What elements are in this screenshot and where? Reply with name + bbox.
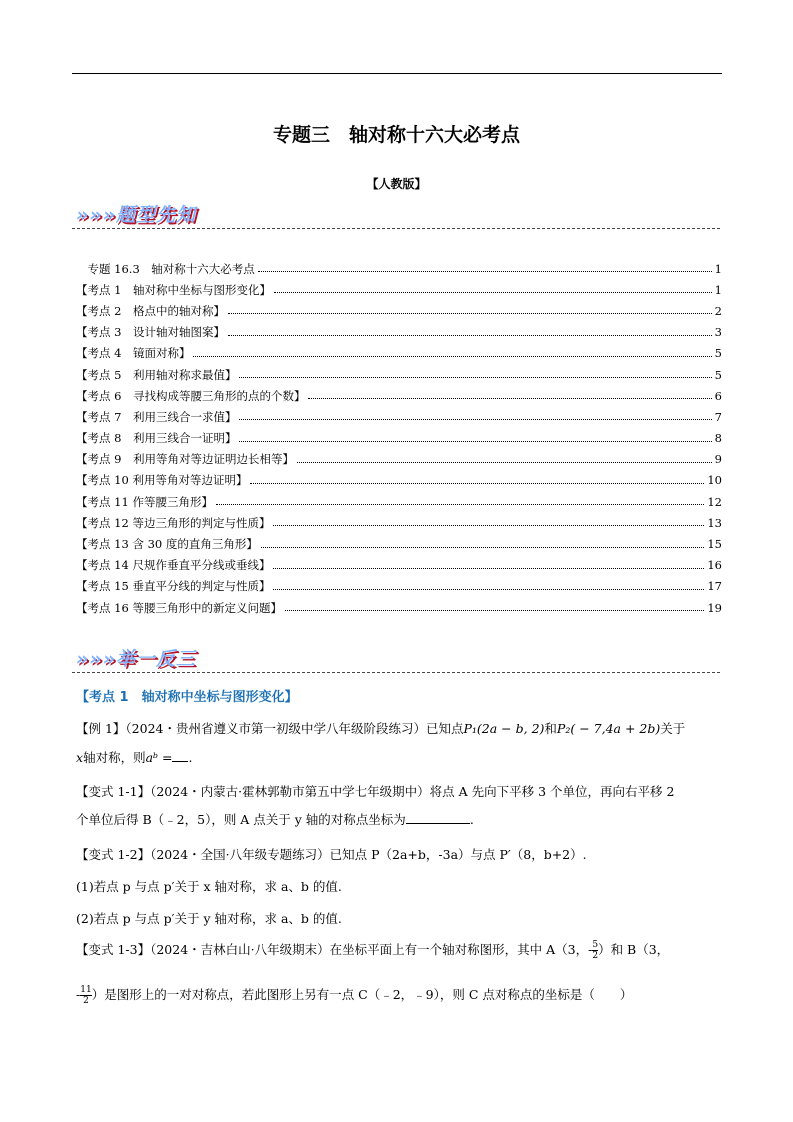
toc-page: 16 bbox=[707, 558, 722, 573]
toc-label: 【考点 2 格点中的轴对称】 bbox=[76, 303, 225, 318]
toc-entry[interactable] bbox=[76, 533, 722, 554]
fraction: $\frac{11}{2}$ bbox=[80, 985, 92, 1006]
example-1-line2 bbox=[76, 748, 726, 766]
variant-1-3 bbox=[76, 940, 726, 961]
variant-1-3-line2 bbox=[76, 985, 726, 1006]
table-of-contents bbox=[76, 258, 722, 618]
toc-label: 【考点 14 尺规作垂直平分线或垂线】 bbox=[76, 558, 271, 573]
fraction: $\frac{5}{2}$ bbox=[592, 940, 599, 961]
toc-page: 3 bbox=[714, 325, 722, 340]
toc-entry[interactable] bbox=[76, 300, 722, 321]
banner-preview: »»»题型先知 bbox=[76, 204, 197, 226]
toc-entry[interactable] bbox=[76, 597, 722, 618]
math: P₂( − 7,4a + 2b) bbox=[556, 721, 661, 736]
toc-label: 专题 16.3 轴对称十六大必考点 bbox=[76, 261, 255, 276]
answer-blank[interactable] bbox=[406, 823, 470, 824]
math: x bbox=[76, 750, 84, 765]
toc-label: 【考点 3 设计轴对轴图案】 bbox=[76, 325, 225, 340]
header-rule bbox=[72, 73, 722, 74]
answer-blank[interactable] bbox=[172, 761, 188, 762]
edition-label: 【人教版】 bbox=[366, 177, 427, 191]
text: 【例 1】（2024・贵州省遵义市第一初级中学八年级阶段练习）已知点 bbox=[76, 721, 464, 736]
toc-page: 12 bbox=[707, 494, 722, 509]
toc-entry[interactable] bbox=[76, 428, 722, 449]
toc-label: 【考点 10 利用等角对等边证明】 bbox=[76, 473, 248, 488]
toc-entry[interactable] bbox=[76, 364, 722, 385]
text: . bbox=[469, 812, 474, 827]
toc-page: 7 bbox=[714, 409, 722, 424]
toc-leader bbox=[273, 525, 704, 526]
page-title: 专题三 轴对称十六大必考点 bbox=[272, 124, 520, 146]
text: 【变式 1-3】（2024・吉林白山·八年级期末）在坐标平面上有一个轴对称图形，其中 A（3，- bbox=[76, 942, 593, 957]
text: ）和 B（3， bbox=[598, 942, 670, 957]
toc-entry[interactable] bbox=[76, 555, 722, 576]
toc-leader bbox=[308, 398, 711, 399]
banner-examples: »»»举一反三 bbox=[76, 648, 197, 670]
toc-label: 【考点 5 利用轴对称求最值】 bbox=[76, 367, 237, 382]
text: 个单位后得 B（﹣2，5），则 A 点关于 y 轴的对称点坐标为 bbox=[76, 812, 406, 827]
toc-page: 9 bbox=[714, 452, 722, 467]
toc-entry[interactable] bbox=[76, 449, 722, 470]
toc-page: 5 bbox=[714, 367, 722, 382]
text: 关于 bbox=[660, 721, 686, 736]
toc-label: 【考点 15 垂直平分线的判定与性质】 bbox=[76, 579, 271, 594]
toc-entry[interactable] bbox=[76, 576, 722, 597]
toc-entry[interactable] bbox=[76, 279, 722, 300]
toc-page: 17 bbox=[707, 579, 722, 594]
divider bbox=[72, 228, 720, 229]
toc-label: 【考点 12 等边三角形的判定与性质】 bbox=[76, 515, 271, 530]
toc-label: 【考点 16 等腰三角形中的新定义问题】 bbox=[76, 600, 282, 615]
variant-1-2: 【变式 1-2】（2024・全国·八年级专题练习）已知点 P（2a+b，-3a）与点 P′（8，b+2）. bbox=[76, 847, 587, 862]
toc-leader bbox=[239, 419, 711, 420]
text: 和 bbox=[544, 721, 557, 736]
toc-page: 6 bbox=[714, 388, 722, 403]
toc-page: 15 bbox=[707, 537, 722, 552]
toc-entry[interactable] bbox=[76, 491, 722, 512]
toc-entry[interactable] bbox=[76, 343, 722, 364]
toc-page: 10 bbox=[707, 473, 722, 488]
toc-leader bbox=[261, 547, 704, 548]
toc-leader bbox=[193, 356, 711, 357]
toc-leader bbox=[285, 610, 704, 611]
toc-leader bbox=[228, 313, 712, 314]
text: . bbox=[188, 750, 193, 765]
text: 轴对称，则 bbox=[83, 750, 146, 765]
toc-page: 2 bbox=[714, 303, 722, 318]
toc-entry[interactable] bbox=[76, 385, 722, 406]
toc-label: 【考点 8 利用三线合一证明】 bbox=[76, 431, 237, 446]
toc-entry[interactable] bbox=[76, 322, 722, 343]
toc-label: 【考点 7 利用三线合一求值】 bbox=[76, 409, 237, 424]
question-1: (1)若点 p 与点 p′关于 x 轴对称，求 a、b 的值. bbox=[76, 879, 342, 894]
toc-page: 19 bbox=[707, 600, 722, 615]
toc-page: 1 bbox=[714, 261, 722, 276]
toc-page: 8 bbox=[714, 431, 722, 446]
toc-leader bbox=[216, 504, 704, 505]
toc-entry[interactable] bbox=[76, 406, 722, 427]
text: ）是图形上的一对对称点，若此图形上另有一点 C（﹣2，﹣9），则 C 点对称点的坐标是（ ） bbox=[91, 987, 633, 1002]
toc-label: 【考点 4 镜面对称】 bbox=[76, 346, 191, 361]
toc-label: 【考点 13 含 30 度的直角三角形】 bbox=[76, 537, 258, 552]
toc-leader bbox=[239, 441, 711, 442]
toc-leader bbox=[239, 377, 711, 378]
toc-label: 【考点 6 寻找构成等腰三角形的点的个数】 bbox=[76, 388, 306, 403]
variant-1-1-line2 bbox=[76, 810, 726, 828]
section-heading: 【考点 1 轴对称中坐标与图形变化】 bbox=[76, 690, 298, 705]
divider bbox=[72, 672, 720, 673]
math: P₁(2a − b, 2) bbox=[463, 721, 545, 736]
text: - bbox=[76, 987, 81, 1002]
toc-leader bbox=[274, 292, 712, 293]
toc-entry[interactable] bbox=[76, 470, 722, 491]
variant-1-1: 【变式 1-1】（2024・内蒙古·霍林郭勒市第五中学七年级期中）将点 A 先向下平移 3 个单位，再向右平移 2 bbox=[76, 784, 675, 799]
toc-leader bbox=[228, 335, 712, 336]
toc-entry[interactable] bbox=[76, 512, 722, 533]
question-2: (2)若点 p 与点 p′关于 y 轴对称，求 a、b 的值. bbox=[76, 911, 342, 926]
toc-page: 5 bbox=[714, 346, 722, 361]
toc-leader bbox=[273, 589, 704, 590]
toc-page: 13 bbox=[707, 515, 722, 530]
toc-leader bbox=[273, 568, 704, 569]
toc-label: 【考点 11 作等腰三角形】 bbox=[76, 494, 213, 509]
math: aᵇ = bbox=[145, 750, 173, 765]
toc-entry[interactable] bbox=[76, 258, 722, 279]
toc-leader bbox=[250, 483, 704, 484]
example-1 bbox=[76, 719, 726, 737]
toc-label: 【考点 1 轴对称中坐标与图形变化】 bbox=[76, 282, 271, 297]
toc-page: 1 bbox=[714, 282, 722, 297]
toc-leader bbox=[258, 271, 712, 272]
toc-label: 【考点 9 利用等角对等边证明边长相等】 bbox=[76, 452, 294, 467]
toc-leader bbox=[297, 462, 712, 463]
